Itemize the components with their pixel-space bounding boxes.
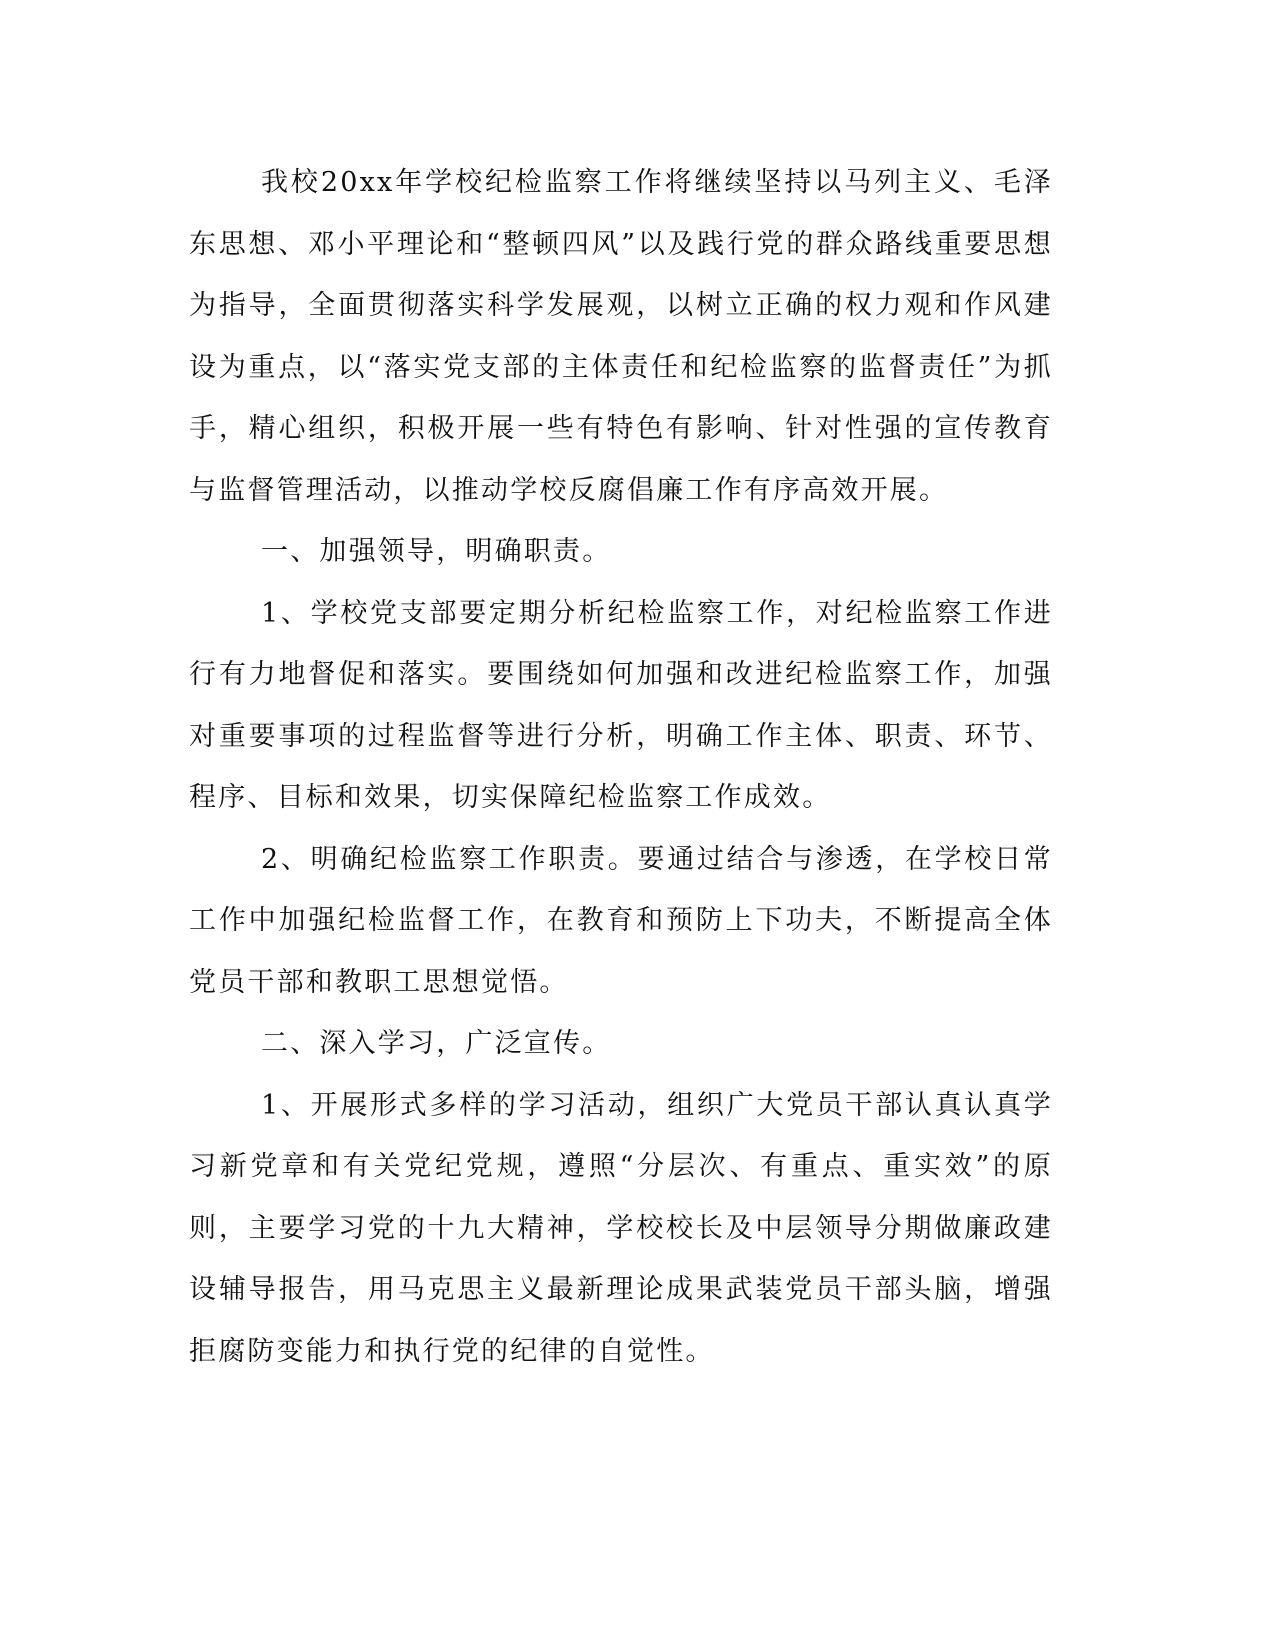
section-heading-2: 二、深入学习，广泛宣传。 [261, 1028, 612, 1059]
section-1-item-1: 1、学校党支部要定期分析纪检监察工作，对纪检监察工作进行有力地督促和落实。要围绕如何加强和改进纪检监察工作，加强对重要事项的过程监督等进行分析，明确工作主体、职责、环节、程序、目标和效果，切实保障纪检监察工作成效。 [189, 597, 1053, 813]
section-2-item-1: 1、开展形式多样的学习活动，组织广大党员干部认真认真学习新党章和有关党纪党规，遵照“分层次、有重点、重实效”的原则，主要学习党的十九大精神，学校校长及中层领导分期做廉政建设辅导报告，用马克思主义最新理论成果武装党员干部头脑，增强拒腐防变能力和执行党的纪律的自觉性。 [189, 1089, 1053, 1367]
intro-paragraph: 我校20xx年学校纪检监察工作将继续坚持以马列主义、毛泽东思想、邓小平理论和“整顿四风”以及践行党的群众路线重要思想为指导，全面贯彻落实科学发展观，以树立正确的权力观和作风建设为重点，以“落实党支部的主体责任和纪检监察的监督责任”为抓手，精心组织，积极开展一些有特色有影响、针对性强的宣传教育与监督管理活动，以推动学校反腐倡廉工作有序高效开展。 [189, 167, 1053, 506]
section-1-item-2: 2、明确纪检监察工作职责。要通过结合与渗透，在学校日常工作中加强纪检监督工作，在教育和预防上下功夫，不断提高全体党员干部和教职工思想觉悟。 [189, 843, 1053, 998]
section-heading-1: 一、加强领导，明确职责。 [261, 536, 612, 567]
document-body [189, 152, 1053, 1382]
